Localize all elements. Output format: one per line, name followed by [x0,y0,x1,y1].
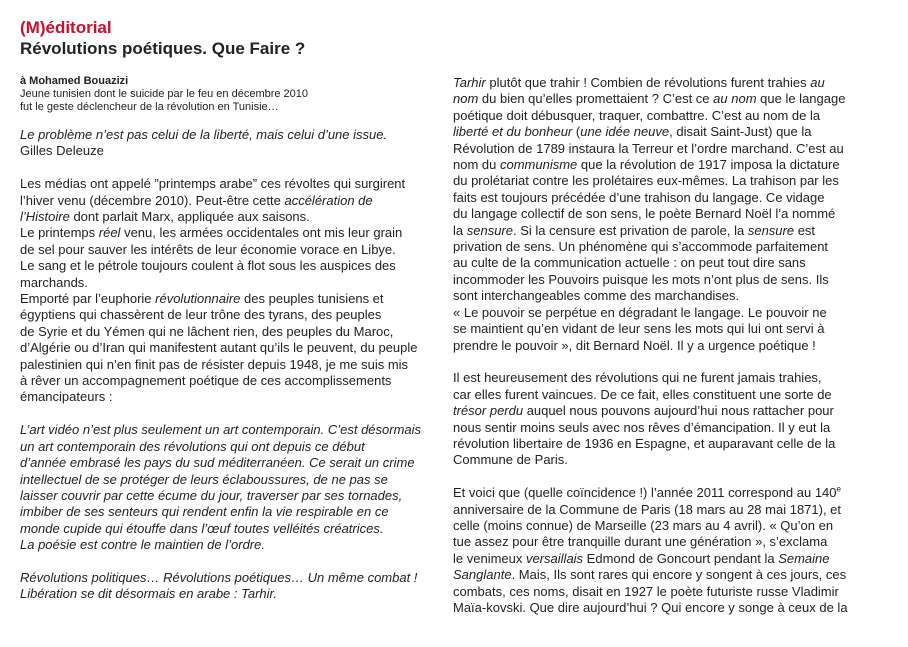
text-line: poétique doit débusquer, traquer, combattre. C’est au nom de la [453,107,821,123]
text-line: du langage collectif de son sens, le poète Bernard Noël l’a nommé [453,206,836,222]
dedication-line: Jeune tunisien dont le suicide par le feu en décembre 2010 [20,88,309,100]
italic-paragraph [20,570,440,603]
text-line: Révolution de 1789 instaura la Terreur et l’ordre marchand. C’est au [453,140,844,156]
text-line: Révolutions politiques… Révolutions poétiques… Un même combat ! [20,569,418,585]
text-line: du prolétariat contre les prolétaires eux-mêmes. La trahison par les [453,173,839,189]
text-line: Les médias ont appelé ”printemps arabe” ces révoltes qui surgirent [20,176,406,192]
text-line: à rêver un accompagnement poétique de ces accomplissements [20,373,392,389]
text-line: L’art vidéo n’est plus seulement un art contemporain. C’est désormais [20,422,422,438]
right-column [453,75,873,616]
text-line: intellectuel de se protéger de leurs éclaboussures, de ne pas se [20,471,388,487]
page-title: Révolutions poétiques. Que Faire ? [20,39,306,58]
text-line: palestinien qui n’en finit pas de résister depuis 1948, je me suis mis [20,356,409,372]
epigraph-author: Gilles Deleuze [20,143,104,159]
text-line: monde cupide qui étouffe dans l’œuf toutes velléités créatrices. [20,520,384,536]
dedication-line: fut le geste déclencheur de la révolution en Tunisie… [20,101,279,113]
text-line: Il est heureusement des révolutions qui ne furent jamais trahies, [453,370,822,386]
text-line: révolution libertaire de 1936 en Espagne, et auparavant celle de la [453,435,836,451]
text-line: incommoder les Pouvoirs puisque les mots n’ont plus de sens. Ils [453,271,829,287]
text-line: émancipateurs : [20,389,113,405]
text-line: l’hiver venu (décembre 2010). Peut-être cette accélération de [20,192,373,208]
text-line: trésor perdu auquel nous pouvons aujourd’hui nous rattacher pour [453,403,834,419]
text-line: se maintient qu’en vidant de leur sens les mots qui lui ont servi à [453,321,825,337]
text-line: Tarhir plutôt que trahir ! Combien de révolutions furent trahies au [453,75,825,90]
text-line: combats, ces noms, disait en 1927 le poète futuriste russe Vladimir [453,583,839,599]
text-line: nous sentir moins seuls avec nos rêves d’émancipation. Il y eut la [453,419,831,435]
paragraph [453,370,873,468]
text-line: privation de sens. Un phénomène qui s’accommode parfaitement [453,239,829,255]
text-line: un art contemporain des révolutions qui ont depuis ce début [20,438,365,454]
text-line: laisser couvrir par cette écume du jour, traverser par ses tornades, [20,487,403,503]
text-line: La poésie est contre le maintien de l’ordre. [20,537,265,553]
text-line: sont interchangeables comme des marchandises. [453,288,740,304]
text-line: marchands. [20,274,88,290]
text-line: d’année embrasé les pays du sud méditerranéen. Ce serait un crime [20,455,415,471]
text-line: car elles furent vaincues. De ce fait, elles constituent une sorte de [453,386,832,402]
text-line: tue assez pour être tranquille durant une génération », s’exclama [453,534,828,550]
left-column [20,75,440,603]
text-line: la sensure. Si la censure est privation de parole, la sensure est [453,222,816,238]
text-line: au culte de la communication actuelle : on peut tout dire sans [453,255,806,271]
paragraph [20,176,440,406]
text-line: imbiber de ses senteurs qui rendent enfin la vie respirable en ce [20,504,389,520]
paragraph [453,75,873,354]
dedication-to: à Mohamed Bouazizi [20,75,129,87]
text-line: Et voici que (quelle coïncidence !) l’année 2011 correspond au 140e [453,484,841,501]
text-line: nom du bien qu’elles promettaient ? C’est ce au nom que le langage [453,91,846,107]
text-line: Commune de Paris. [453,452,568,468]
epigraph [20,127,440,160]
text-line: faits est toujours précédée d’une trahison du langage. Ce vidage [453,189,825,205]
text-line: Emporté par l’euphorie révolutionnaire des peuples tunisiens et [20,291,384,307]
text-line: Le sang et le pétrole toujours coulent à flot sous les auspices des [20,258,396,274]
text-line: de Syrie et du Yémen qui ne lâchent rien, des peuples du Maroc, [20,323,394,339]
paragraph [453,485,873,616]
text-line: anniversaire de la Commune de Paris (18 mars au 28 mai 1871), et [453,501,842,517]
text-line: « Le pouvoir se perpétue en dégradant le langage. Le pouvoir ne [453,304,827,320]
text-line: Maïa-kovski. Que dire aujourd’hui ? Qui encore y songe à ceux de la [453,599,848,615]
page-header [20,18,305,59]
text-line: Sanglante. Mais, Ils sont rares qui encore y songent à ces jours, ces [453,567,847,583]
text-line: égyptiens qui chassèrent de leur trône des tyrans, des peuples [20,307,382,323]
dedication [20,75,440,114]
text-line: Libération se dit désormais en arabe : Tarhir. [20,586,278,602]
section-kicker: (M)éditorial [20,18,112,37]
text-line: celle (moins connue) de Marseille (23 mars au 4 avril). « Qu’on en [453,517,834,533]
text-line: nom du communisme que la révolution de 1917 imposa la dictature [453,157,840,173]
epigraph-quote: Le problème n’est pas celui de la liberté, mais celui d’une issue. [20,127,388,142]
text-line: d’Algérie ou d’Iran qui manifestent autant qu’ils le peuvent, du peuple [20,340,418,356]
text-line: prendre le pouvoir », dit Bernard Noël. Il y a urgence poétique ! [453,337,816,353]
italic-paragraph [20,422,440,553]
text-line: le venimeux versaillais Edmond de Goncourt pendant la Semaine [453,550,830,566]
text-line: liberté et du bonheur (une idée neuve, disait Saint-Just) que la [453,124,812,140]
text-line: Le printemps réel venu, les armées occidentales ont mis leur grain [20,225,403,241]
text-line: l’Histoire dont parlait Marx, appliquée aux saisons. [20,209,310,225]
text-line: de sel pour sauver les intérêts de leur économie vorace en Libye. [20,241,396,257]
